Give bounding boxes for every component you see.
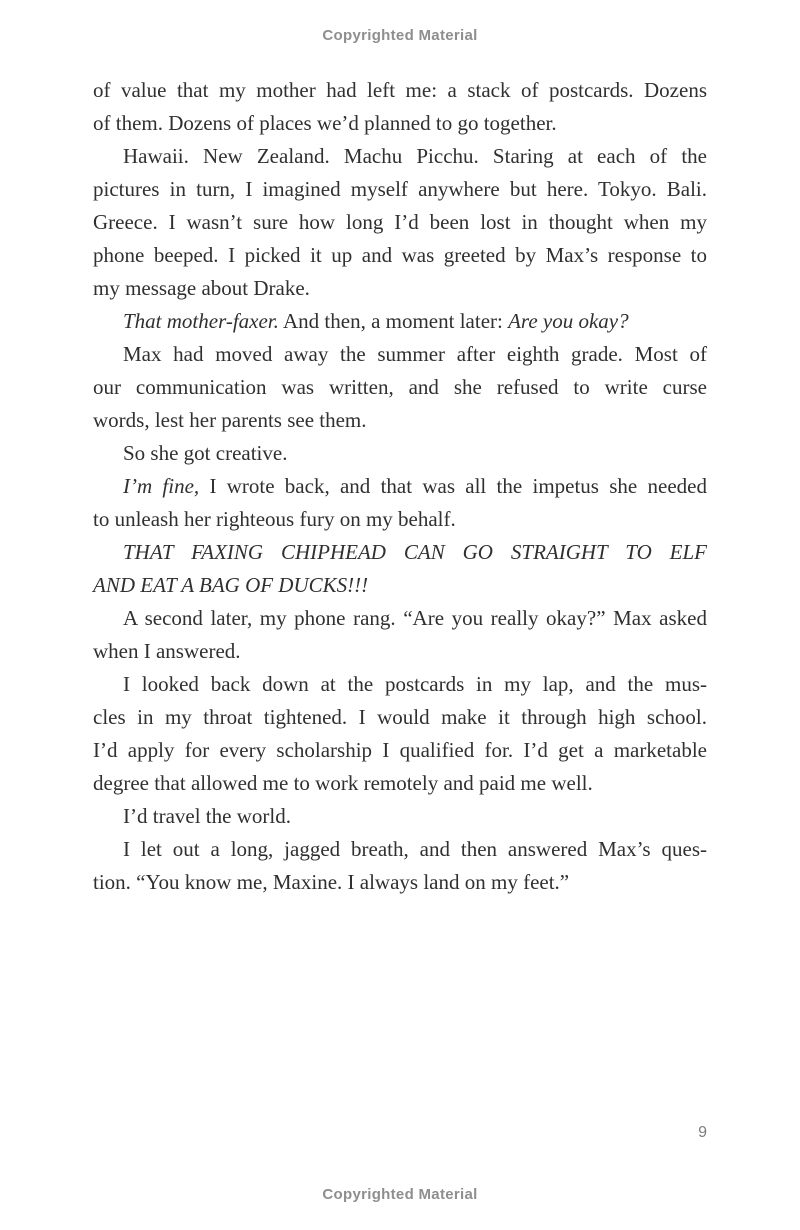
text-line — [93, 107, 707, 140]
text-line — [93, 206, 707, 239]
text-line — [93, 305, 707, 338]
paragraph — [93, 668, 707, 800]
paragraph — [93, 437, 707, 470]
text-segment: I let out a long, jagged breath, and then answered Max’s ques- — [123, 837, 707, 861]
italic-text-segment: THAT FAXING CHIPHEAD CAN GO STRAIGHT TO ELF — [123, 540, 707, 564]
text-line — [93, 701, 707, 734]
text-line — [93, 536, 707, 569]
paragraph — [93, 140, 707, 305]
copyrighted-material-bottom-label: Copyrighted Material — [322, 1186, 478, 1203]
text-segment: A second later, my phone rang. “Are you really okay?” Max asked — [123, 606, 707, 630]
text-line — [93, 404, 707, 437]
text-segment: I looked back down at the postcards in my lap, and the mus- — [123, 672, 707, 696]
text-line — [93, 437, 707, 470]
italic-text-segment: Are you okay? — [508, 309, 629, 333]
italic-text-segment: I’m fine, — [123, 474, 200, 498]
text-segment: when I answered. — [93, 639, 241, 663]
text-line — [93, 272, 707, 305]
paragraph — [93, 800, 707, 833]
text-line — [93, 635, 707, 668]
text-segment: I’d travel the world. — [123, 804, 291, 828]
paragraph — [93, 74, 707, 140]
text-line — [93, 371, 707, 404]
text-line — [93, 173, 707, 206]
text-segment: tion. “You know me, Maxine. I always land on my feet.” — [93, 870, 570, 894]
text-line — [93, 470, 707, 503]
text-line — [93, 734, 707, 767]
copyrighted-material-top-label: Copyrighted Material — [322, 27, 478, 44]
text-segment: to unleash her righteous fury on my behalf. — [93, 507, 456, 531]
text-segment: phone beeped. I picked it up and was greeted by Max’s response to — [93, 243, 707, 267]
text-line — [93, 140, 707, 173]
text-line — [93, 668, 707, 701]
text-segment: Greece. I wasn’t sure how long I’d been lost in thought when my — [93, 210, 707, 234]
paragraph — [93, 602, 707, 668]
italic-text-segment: That mother-faxer. — [123, 309, 279, 333]
text-segment: So she got creative. — [123, 441, 288, 465]
text-segment: degree that allowed me to work remotely and paid me well. — [93, 771, 593, 795]
text-line — [93, 569, 707, 602]
text-segment: cles in my throat tightened. I would make it through high school. — [93, 705, 707, 729]
text-segment: words, lest her parents see them. — [93, 408, 367, 432]
text-line — [93, 833, 707, 866]
text-segment: our communication was written, and she refused to write curse — [93, 375, 707, 399]
paragraph — [93, 470, 707, 536]
text-segment: I’d apply for every scholarship I qualified for. I’d get a marketable — [93, 738, 707, 762]
italic-text-segment: AND EAT A BAG OF DUCKS!!! — [93, 573, 369, 597]
page-body — [93, 74, 707, 899]
text-line — [93, 767, 707, 800]
text-line — [93, 602, 707, 635]
text-segment: of value that my mother had left me: a stack of postcards. Dozens — [93, 78, 707, 102]
text-line — [93, 239, 707, 272]
text-line — [93, 74, 707, 107]
text-segment: my message about Drake. — [93, 276, 310, 300]
text-line — [93, 338, 707, 371]
paragraph — [93, 305, 707, 338]
text-segment: Hawaii. New Zealand. Machu Picchu. Staring at each of the — [123, 144, 707, 168]
text-line — [93, 800, 707, 833]
paragraph — [93, 536, 707, 602]
page-number: 9 — [698, 1124, 707, 1141]
text-segment: I wrote back, and that was all the impetus she needed — [199, 474, 707, 498]
text-segment: Max had moved away the summer after eighth grade. Most of — [123, 342, 707, 366]
paragraph — [93, 338, 707, 437]
text-line — [93, 866, 707, 899]
text-segment: of them. Dozens of places we’d planned to go together. — [93, 111, 557, 135]
text-segment: pictures in turn, I imagined myself anywhere but here. Tokyo. Bali. — [93, 177, 707, 201]
paragraph — [93, 833, 707, 899]
text-segment: And then, a moment later: — [278, 309, 509, 333]
text-line — [93, 503, 707, 536]
